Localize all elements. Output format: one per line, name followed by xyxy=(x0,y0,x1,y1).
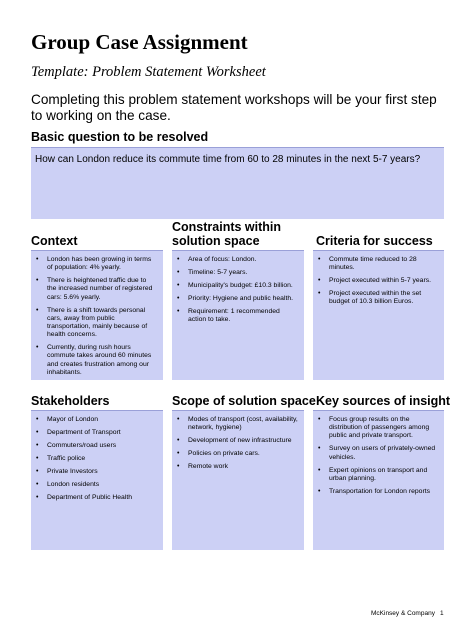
intro-text: Completing this problem statement workshops will be your first step to working on the case. xyxy=(31,92,437,123)
footer-company: McKinsey & Company xyxy=(371,610,435,617)
criteria-label: Criteria for success xyxy=(316,234,433,248)
constraints-box xyxy=(172,250,304,380)
list-item: • Timeline: 5-7 years. xyxy=(176,269,298,277)
scope-label: Scope of solution space xyxy=(172,394,316,408)
page-title: Group Case Assignment xyxy=(31,30,248,54)
list-item: • There is a shift towards personal cars, away from public transportation, mainly because of health concerns. xyxy=(35,307,157,340)
insight-label: Key sources of insight xyxy=(316,394,451,408)
list-item: • Currently, during rush hours commute takes around 60 minutes and creates frustration among our inhabitants. xyxy=(35,344,157,377)
list-item: • London residents xyxy=(35,481,157,489)
insight-list xyxy=(317,416,438,496)
insight-box xyxy=(313,410,444,550)
list-item: • Project executed within 5-7 years. xyxy=(317,277,438,285)
constraints-label-line1: Constraints within xyxy=(172,220,282,234)
page-subtitle: Template: Problem Statement Worksheet xyxy=(31,64,266,80)
list-item: • Remote work xyxy=(176,463,298,471)
list-item: • Department of Transport xyxy=(35,429,157,437)
criteria-box xyxy=(313,250,444,380)
list-item: • Commute time reduced to 28 minutes. xyxy=(317,256,438,272)
list-item: • Municipality's budget: £10.3 billion. xyxy=(176,282,298,290)
basic-question-box xyxy=(31,147,444,219)
context-box xyxy=(31,250,163,380)
list-item: • Requirement: 1 recommended action to take. xyxy=(176,308,298,324)
list-item: • Commuters/road users xyxy=(35,442,157,450)
list-item: • Traffic police xyxy=(35,455,157,463)
stakeholders-label: Stakeholders xyxy=(31,394,110,408)
stakeholders-list xyxy=(35,416,157,502)
scope-list xyxy=(176,416,298,471)
criteria-list xyxy=(317,256,438,307)
list-item: • Mayor of London xyxy=(35,416,157,424)
list-item: • Priority: Hygiene and public health. xyxy=(176,295,298,303)
basic-question-label: Basic question to be resolved xyxy=(31,130,209,144)
list-item: • Project executed within the set budget of 10.3 billion Euros. xyxy=(317,290,438,306)
constraints-label xyxy=(172,220,281,248)
list-item: • Private Investors xyxy=(35,468,157,476)
list-item: • Policies on private cars. xyxy=(176,450,298,458)
scope-box xyxy=(172,410,304,550)
context-label: Context xyxy=(31,234,78,248)
constraints-list xyxy=(176,256,298,324)
list-item: • Focus group results on the distribution of passengers among public and private transport. xyxy=(317,416,438,441)
list-item: • Expert opinions on transport and urban planning. xyxy=(317,467,438,483)
list-item: • Area of focus: London. xyxy=(176,256,298,264)
context-list xyxy=(35,256,157,377)
constraints-label-line2: solution space xyxy=(172,234,260,248)
list-item: • Development of new infrastructure xyxy=(176,437,298,445)
list-item: • Transportation for London reports xyxy=(317,488,438,496)
list-item: • Department of Public Health xyxy=(35,494,157,502)
list-item: • London has been growing in terms of population: 4% yearly. xyxy=(35,256,157,272)
basic-question-text: How can London reduce its commute time from 60 to 28 minutes in the next 5-7 years? xyxy=(35,154,421,165)
page-number: 1 xyxy=(440,610,444,617)
list-item: • Modes of transport (cost, availability, network, hygiene) xyxy=(176,416,298,432)
list-item: • There is heightened traffic due to the increased number of registered cars: 5.6% yearly. xyxy=(35,277,157,302)
list-item: • Survey on users of privately-owned vehicles. xyxy=(317,445,438,461)
stakeholders-box xyxy=(31,410,163,550)
